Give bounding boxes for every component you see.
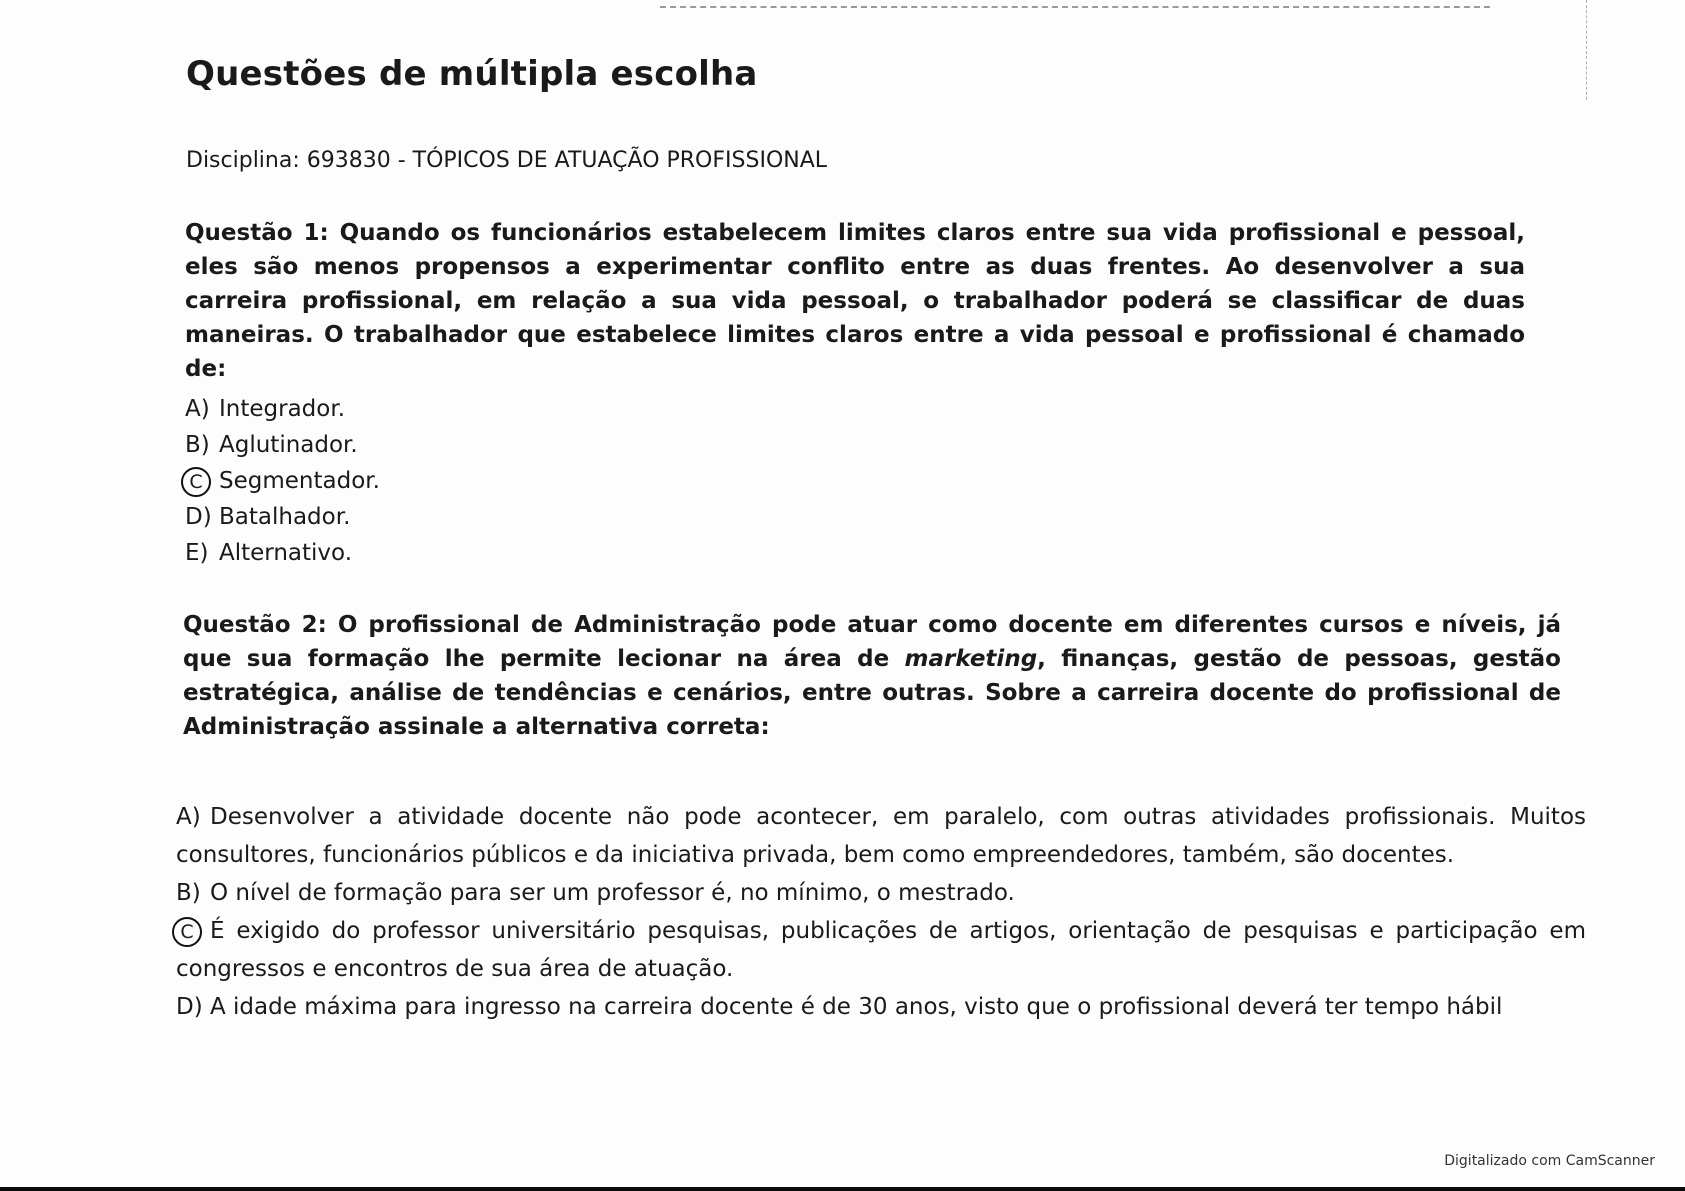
circled-answer-mark: C [172, 917, 202, 947]
option-1d [185, 499, 380, 535]
question-2-italic-term: marketing [904, 646, 1038, 672]
question-2-options [176, 798, 1586, 1026]
option-letter: A) [185, 396, 210, 422]
question-2-text-before: O profissional de Administração pode atuar como docente em diferentes cursos e níveis, já que sua formação lhe permite lecionar na área de [183, 612, 1561, 672]
option-2b [176, 874, 1586, 912]
option-letter: A) [176, 804, 201, 830]
question-1 [185, 216, 1525, 386]
option-text: Desenvolver a atividade docente não pode acontecer, em paralelo, com outras atividades profissionais. Muitos consultores, funcionários públicos e da iniciativa privada, bem como empreendedores, também, são docentes. [176, 804, 1586, 868]
question-2-text-after: , finanças, gestão de pessoas, gestão estratégica, análise de tendências e cenários, entre outras. Sobre a carreira docente do profissional de Administração assinale a alternativa correta: [183, 646, 1561, 740]
option-1e [185, 535, 380, 571]
option-letter: D) [176, 994, 203, 1020]
option-1b [185, 427, 380, 463]
option-1a [185, 391, 380, 427]
camscanner-watermark: Digitalizado com CamScanner [1444, 1153, 1655, 1169]
option-text: Segmentador. [219, 468, 380, 494]
option-text: Integrador. [219, 396, 346, 422]
option-text: Aglutinador. [219, 432, 358, 458]
option-text: A idade máxima para ingresso na carreira docente é de 30 anos, visto que o profissional deverá ter tempo hábil [210, 994, 1503, 1020]
question-1-label: Questão 1: [185, 220, 329, 246]
question-1-options [185, 391, 380, 571]
option-text: O nível de formação para ser um professor é, no mínimo, o mestrado. [210, 880, 1015, 906]
page-title: Questões de múltipla escolha [186, 54, 758, 94]
circled-answer-mark: C [181, 467, 211, 497]
option-text: Alternativo. [219, 540, 353, 566]
option-letter: B) [185, 432, 210, 458]
bottom-edge [0, 1187, 1685, 1191]
option-letter: E) [185, 540, 209, 566]
question-1-text: Quando os funcionários estabelecem limites claros entre sua vida profissional e pessoal, eles são menos propensos a experimentar conflito entre as duas frentes. Ao desenvolver a sua carreira profissional, em relação a sua vida pessoal, o trabalhador poderá se classificar de duas maneiras. O trabalhador que estabelece limites claros entre a vida pessoal e profissional é chamado de: [185, 220, 1525, 382]
top-dashed-line [660, 6, 1490, 8]
option-text: Batalhador. [219, 504, 351, 530]
question-2 [183, 608, 1561, 744]
option-1c-marked [185, 463, 380, 499]
discipline-line: Disciplina: 693830 - TÓPICOS DE ATUAÇÃO PROFISSIONAL [186, 148, 828, 173]
margin-line [1586, 0, 1587, 100]
option-2a [176, 798, 1586, 874]
option-letter: D) [185, 504, 212, 530]
option-2d [176, 988, 1586, 1026]
option-text: É exigido do professor universitário pesquisas, publicações de artigos, orientação de pesquisas e participação em congressos e encontros de sua área de atuação. [176, 918, 1586, 982]
option-2c-marked [176, 912, 1586, 988]
question-2-label: Questão 2: [183, 612, 327, 638]
option-letter: B) [176, 880, 201, 906]
